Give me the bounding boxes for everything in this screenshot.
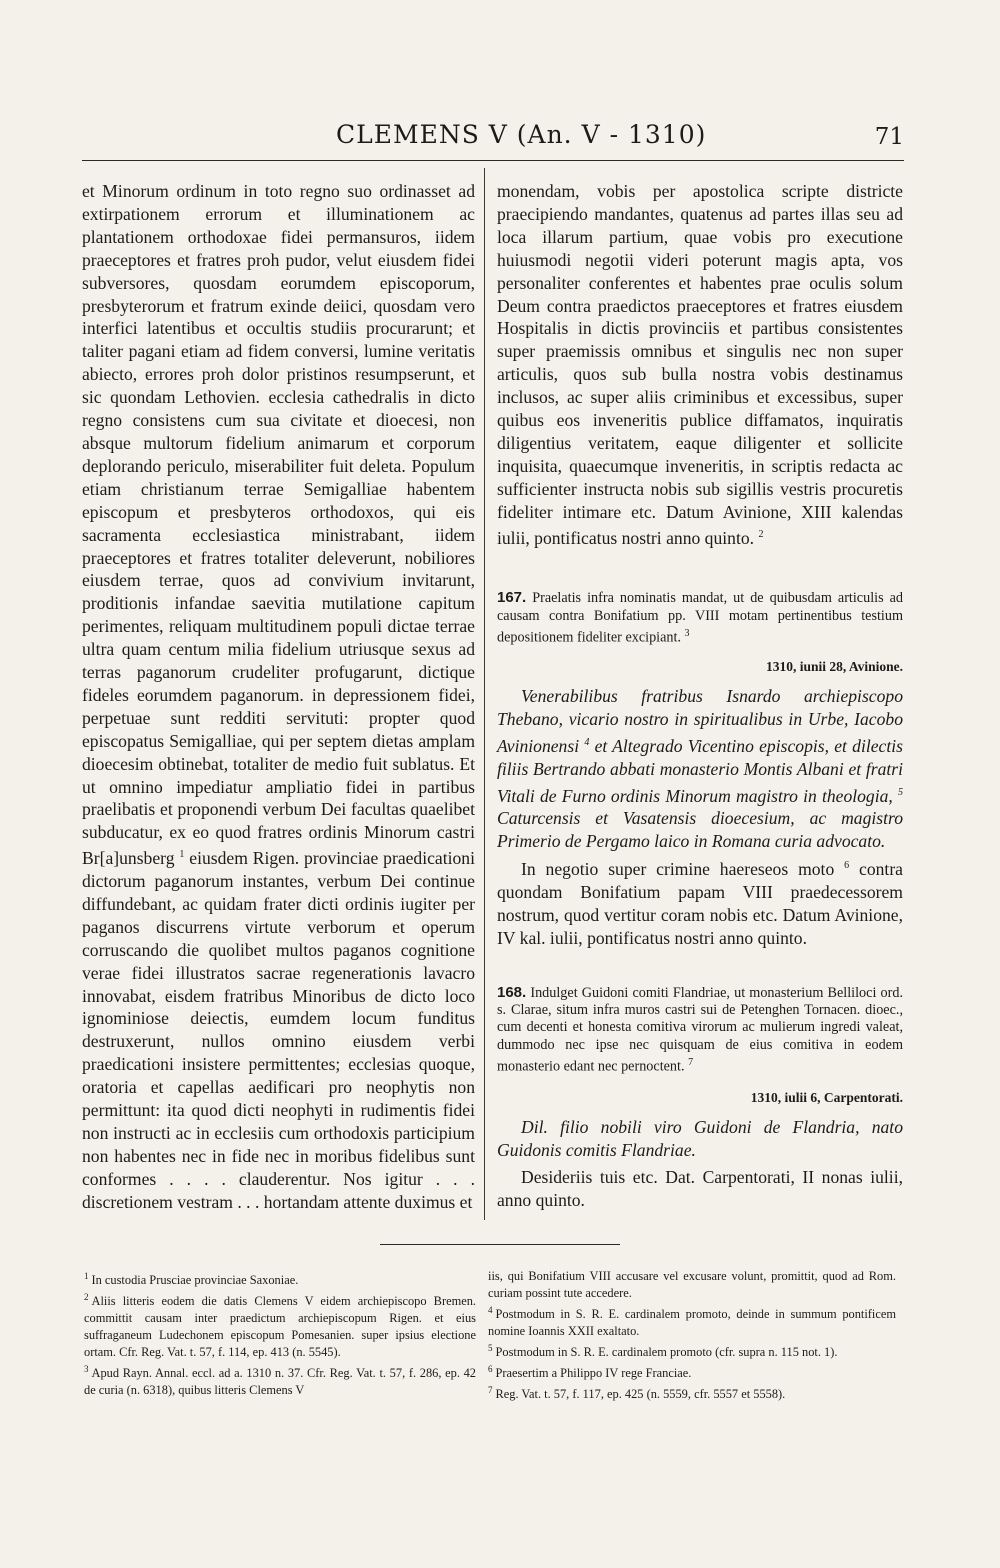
address-167-part2: et Altegrado Vicentino episcopis, et dilectis filiis Bertrando abbati monasterio Montis Albani et fratri Vitali de Furno ordinis Minorum magistro in theologia, bbox=[497, 735, 903, 806]
doc-number-167: 167. bbox=[497, 589, 527, 607]
footnote-mark: 6 bbox=[488, 1364, 493, 1375]
footnote-text: In custodia Prusciae provinciae Saxoniae. bbox=[91, 1273, 299, 1288]
column-divider bbox=[484, 168, 485, 1220]
footnote-mark: 4 bbox=[488, 1305, 493, 1315]
date-line-168: 1310, iulii 6, Carpentorati. bbox=[750, 1089, 903, 1105]
left-text-part2: eiusdem Rigen. provinciae praedicationi dictorum paganorum instantes, verbum Dei continue diffundebant, ac quidam frater dicti ordinis iugiter per paganos discurrens virtute verborum et operum corruscando die quolibet multos paganos cognitione verae fidei illustratos sacrae regenerationis lavacro innovabat, eisdem fratribus Minoribus de dicto loco ignominiose deiectis, eumdem locum funditus destruxerunt, nullos omnino eiusdem verbi praedicationi insistere permittentes; ecclesias quoque, oratoria et capellas aedificari pro neophytis non permittunt: ita quod dicti neophyti in rudimentis fidei non instructi ac in ecclesiis cum orthodoxis participium non habentes nec in fide nec in moribus fidelibus sunt conformes . . . . clauderentur. Nos igitur . . . discretionem vestram . . . hortandam attente duximus et bbox=[82, 848, 475, 1212]
footnote-5 bbox=[488, 1340, 896, 1361]
regest-text-167: Praelatis infra nominatis mandat, ut de quibusdam articulis ad causam contra Bonifatium pp. VIII motam pertinentibus testium depositionem fideliter excipiant. bbox=[497, 590, 903, 646]
page-number: 71 bbox=[874, 124, 904, 150]
left-column bbox=[82, 180, 475, 1214]
footnote-mark: 1 bbox=[84, 1271, 89, 1281]
footnote-7 bbox=[488, 1382, 896, 1403]
footnote-ref-5: 5 bbox=[898, 786, 903, 798]
footnote-text: Aliis litteris eodem die datis Clemens V eidem archiepiscopo Bremen. committit causam inter praedictum archiepiscopum Rigen. et eius suffraganeum Ludechonem episcopum Pomesanien. super ipsius electione ortam. Cfr. Reg. Vat. t. 57, f. 114, ep. 413 (n. 5545). bbox=[84, 1294, 476, 1360]
regest-text-168: Indulget Guidoni comiti Flandriae, ut monasterium Belliloci ord. s. Clarae, situm infra muros castri sui de Petenghen Tornacen. dioec., cum decenti et honesta comitiva virorum ac mulierum ingredi valeat, dummodo nec ipse nec quisquam de eius comitiva in eodem monasterio edant nec pernoctent. bbox=[497, 984, 904, 1075]
doc-number-168: 168. bbox=[497, 983, 527, 1001]
body-167-part1: In negotio super crimine haereseos moto bbox=[521, 859, 835, 880]
left-column-text bbox=[82, 180, 475, 1214]
footnotes-right bbox=[488, 1268, 896, 1404]
footnote-text: Postmodum in S. R. E. cardinalem promoto, deinde in summum pontificem nomine Ioannis XXII exaltato. bbox=[488, 1307, 896, 1339]
footnote-1 bbox=[84, 1268, 476, 1289]
footnote-ref-1: 1 bbox=[179, 849, 185, 861]
footnote-ref-6: 6 bbox=[844, 860, 850, 872]
document-168 bbox=[497, 984, 903, 1212]
footnote-ref-7: 7 bbox=[688, 1056, 694, 1068]
footnote-mark: 3 bbox=[84, 1364, 89, 1375]
footnote-4 bbox=[488, 1302, 896, 1340]
footnote-ref-4: 4 bbox=[584, 736, 590, 748]
footnote-text: Praesertim a Philippo IV rege Franciae. bbox=[495, 1366, 692, 1381]
running-title: CLEMENS V (An. V - 1310) bbox=[336, 120, 707, 149]
footnote-ref-2: 2 bbox=[758, 528, 764, 540]
document-167 bbox=[497, 589, 903, 950]
footnote-ref-3: 3 bbox=[684, 627, 690, 639]
footnote-2 bbox=[84, 1289, 476, 1361]
footnote-mark: 2 bbox=[84, 1292, 89, 1303]
footnotes-left bbox=[84, 1268, 476, 1399]
address-167-part3: Caturcensis et Vasatensis dioecesium, ac magistro Primerio de Pergamo laico in Romana curia advocato. bbox=[497, 808, 903, 852]
address-168: Dil. filio nobili viro Guidoni de Flandria, nato Guidonis comitis Flandriae. bbox=[497, 1116, 903, 1160]
footnote-mark: 5 bbox=[488, 1343, 493, 1354]
regest-167 bbox=[497, 589, 903, 646]
footnote-text: Apud Rayn. Annal. eccl. ad a. 1310 n. 37. Cfr. Reg. Vat. t. 57, f. 286, ep. 42 de curia (n. 6318), quibus litteris Clemens V bbox=[84, 1366, 476, 1398]
date-line-167: 1310, iunii 28, Avinione. bbox=[765, 658, 903, 674]
body-167-part2: contra quondam Bonifatium papam VIII praedecessorem nostrum, quod vertitur coram nobis etc. Datum Avinione, IV kal. iulii, pontificatus nostri anno quinto. bbox=[497, 859, 903, 948]
footnote-text: iis, qui Bonifatium VIII accusare vel excusare volunt, promittit, quod ad Rom. curiam possint tute accedere. bbox=[488, 1269, 896, 1300]
footnote-6 bbox=[488, 1361, 896, 1382]
left-text-part1: et Minorum ordinum in toto regno suo ordinasset ad extirpationem errorum et illuminationem ac plantationem orthodoxae fidei permansuros, iidem praeceptores et fratres proh pudor, velut eiusdem fidei subversores, quosdam eorumdem episcoporum, presbyterorum et fratrum exinde deiici, quosdam vero interfici latentibus et occultis studiis procurarunt; et taliter pagani etiam ad fidem conversi, lumine veritatis abiecto, errores proh dolor pristinos resumpserunt, et sic quondam Lethovien. ecclesia cathedralis in dicto regno consistens cum sua civitate et dioecesi, non absque multorum fidelium animarum et corporum deplorando periculo, miserabiliter fuit deleta. Populum etiam christianum terrae Semigalliae habentem episcopum et presbyteros orthodoxos, qui eis sacramenta ecclesiastica ministrabant, iidem praeceptores et fratres totaliter deleverunt, nobiliores eiusdem terrae, quos ad convivium invitarunt, proditionis infandae saevitia mutilatione capitum perimentes, reliquam multitudinem populi dictae terrae ultra quam centum milia fidelium utriusque sexus ad terras paganorum crudeliter profugarunt, dictique fideles eorumdem paganorum. in depressionem fidei, perpetuae sunt redditi servituti: propter quod episcopatus Semigalliae, qui per septem dietas amplam dioecesim obtinebat, totaliter de medio fuit sublatus. Et ut omnino impediatur ampliatio fidei in partibus praelibatis et proponendi verbum Dei facultas quaelibet subducatur, ex eo quod fratres ordinis Minorum castri Br[a]unsberg bbox=[82, 181, 475, 869]
footnote-text: Postmodum in S. R. E. cardinalem promoto (cfr. supra n. 115 not. 1). bbox=[495, 1345, 838, 1360]
continuation-body: monendam, vobis per apostolica scripte districte praecipiendo mandantes, quatenus ad partes illas seu ad loca illarum partium, quae vobis pro executione huiusmodi negotii videri poterunt magis apta, vos personaliter conferentes et habentes prae oculis solum Deum contra praedictos praeceptores et fratres eiusdem Hospitalis in dictis provinciis et partibus consistentes super praemissis omnibus et singulis nec non super articulis, quos sub bulla nostra vobis destinamus inclusos, ac super aliis criminibus et excessibus, super quibus eos inveneritis publice diffamatos, inquiratis diligentius veritatem, eaque diligenter et sollicite inquisita, quaecumque inveneritis, in scriptis redacta ac sufficienter instructa nobis sub sigillis vestris procuretis fideliter intimare etc. Datum Avinione, XIII kalendas iulii, pontificatus nostri anno quinto. bbox=[497, 181, 903, 548]
right-column bbox=[497, 180, 903, 1211]
footnote-text: Reg. Vat. t. 57, f. 117, ep. 425 (n. 5559, cfr. 5557 et 5558). bbox=[495, 1387, 786, 1402]
address-167-part1: Venerabilibus fratribus Isnardo archiepiscopo Thebano, vicario nostro in spiritualibus in Urbe, Iacobo Avinionensi bbox=[497, 685, 903, 756]
footnote-mark: 7 bbox=[488, 1385, 493, 1396]
page-header bbox=[80, 116, 906, 156]
continuation-text bbox=[497, 180, 903, 549]
address-167 bbox=[497, 685, 903, 854]
body-167 bbox=[497, 855, 903, 949]
footnote-rule bbox=[380, 1244, 620, 1245]
footnote-3-continued bbox=[488, 1268, 896, 1302]
regest-168 bbox=[497, 984, 903, 1076]
header-rule bbox=[82, 160, 904, 161]
body-168: Desideriis tuis etc. Dat. Carpentorati, II nonas iulii, anno quinto. bbox=[497, 1166, 903, 1210]
footnote-3 bbox=[84, 1361, 476, 1399]
